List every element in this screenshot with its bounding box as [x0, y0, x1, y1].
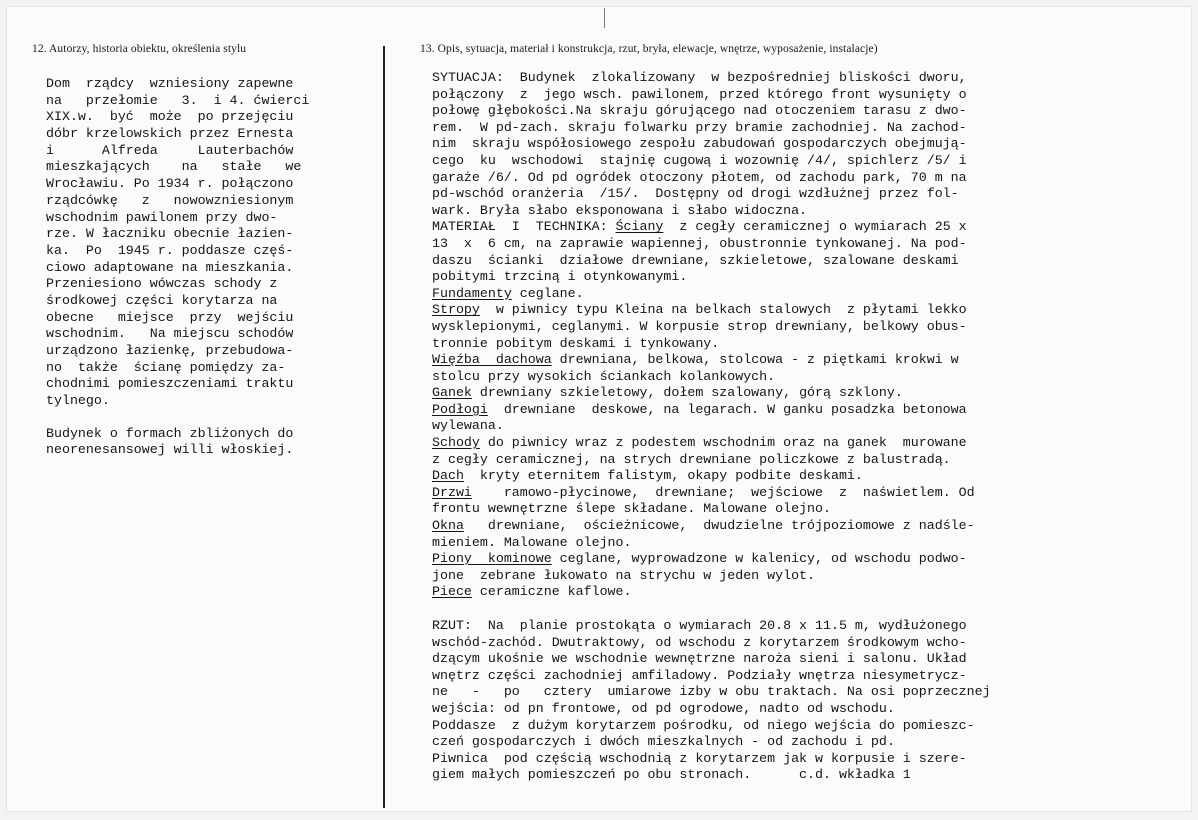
section-rzut [432, 618, 1097, 784]
paragraph-gap [46, 410, 356, 426]
line-text: 13 x 6 cm, na zaprawie wapiennej, obustronnie tynkowanej. Na pod- [432, 235, 967, 251]
text-line [432, 302, 1097, 319]
text-line [432, 551, 1097, 568]
line-text: drewniane, ościeżnicowe, dwudzielne trójpoziomowe z nadśle- [463, 518, 975, 534]
document-page [6, 6, 1192, 812]
text-line: środkowej części korytarza na [46, 292, 278, 308]
line-text: kryty eternitem falistym, okapy podbite deskami. [463, 468, 863, 484]
text-line: i Alfreda Lauterbachów [46, 142, 294, 158]
section-material-technika [432, 219, 1097, 601]
line-text: wylewana. [432, 418, 504, 434]
line-text: daszu ścianki działowe drewniane, szkieletowe, szalowane deskami [432, 252, 959, 268]
header-right: 13. Opis, sytuacja, materiał i konstrukcja, rzut, bryła, elewacje, wnętrze, wyposażenie, instalacje) [420, 43, 878, 55]
underlined-heading: Więźba dachowa [432, 352, 552, 368]
text-line: giem małych pomieszczeń po obu stronach. c.d. wkładka 1 [432, 767, 911, 783]
header-left: 12. Autorzy, historia obiektu, określenia stylu [32, 43, 247, 55]
underlined-heading: Fundamenty [432, 285, 512, 301]
underlined-heading: Podłogi [432, 401, 488, 417]
text-line: mieszkających na stałe we [46, 159, 302, 175]
line-text: wysklepionymi, ceglanymi. W korpusie strop drewniany, belkowy obus- [432, 318, 967, 334]
text-line [432, 535, 1097, 552]
text-line: Wrocławiu. Po 1934 r. połączono [46, 176, 294, 192]
text-line: obecne miejsce przy wejściu [46, 309, 294, 325]
line-text: MATERIAŁ I TECHNIKA: [432, 219, 616, 235]
text-line: neorenesansowej willi włoskiej. [46, 442, 294, 458]
left-paragraph-style [46, 426, 356, 459]
top-tick-mark [604, 8, 605, 28]
text-line: wejścia: od pn frontowe, od pd ogrodowe, nadto od wschodu. [432, 700, 895, 716]
text-line [432, 518, 1097, 535]
text-line [432, 319, 1097, 336]
text-line: Budynek o formach zbliżonych do [46, 425, 294, 441]
text-line: na przełomie 3. i 4. ćwierci [46, 92, 310, 108]
underlined-heading: Ściany [615, 219, 664, 235]
section-sytuacja [432, 70, 1097, 219]
text-line: RZUT: Na planie prostokąta o wymiarach 20.8 x 11.5 m, wydłużonego [432, 618, 967, 633]
text-line: wark. Bryła słabo eksponowana i słabo widoczna. [432, 202, 808, 218]
text-line: Przeniesiono wówczas schody z [46, 276, 278, 292]
section-gap [432, 601, 1097, 618]
text-line: dzącym ukośnie we wschodnie wewnętrzne naroża sieni i salonu. Układ [432, 651, 967, 667]
text-line [432, 435, 1097, 452]
text-line: XIX.w. być może po przejęciu [46, 109, 294, 125]
line-text: drewniane deskowe, na legarach. W ganku posadzka betonowa [487, 401, 967, 417]
text-line [432, 219, 1097, 236]
text-line: Dom rządcy wzniesiony zapewne [46, 76, 294, 91]
text-line: połowę głębokości.Na skraju górującego nad otoczeniem tarasu z dwo- [432, 103, 967, 119]
text-line: SYTUACJA: Budynek zlokalizowany w bezpośredniej bliskości dworu, [432, 70, 967, 85]
text-line [432, 269, 1097, 286]
text-line: ka. Po 1945 r. poddasze częś- [46, 242, 294, 258]
text-line [432, 501, 1097, 518]
left-column [46, 76, 356, 459]
text-line: rze. W łaczniku obecnie łazien- [46, 226, 294, 242]
line-text: do piwnicy wraz z podestem wschodnim oraz na ganek murowane [479, 435, 967, 451]
text-line: cego ku wschodowi stajnię cugową i wozownię /4/, spichlerz /5/ i [432, 152, 967, 168]
underlined-heading: Schody [432, 435, 480, 451]
text-line: garaże /6/. Od pd ogródek otoczony płotem, od zachodu park, 70 m na [432, 169, 967, 185]
text-line [432, 253, 1097, 270]
left-paragraph-history [46, 76, 356, 410]
text-line [432, 385, 1097, 402]
text-line: Piwnica pod częścią wschodnią z korytarzem jak w korpusie i szere- [432, 750, 967, 766]
text-line: urządzono łazienkę, przebudowa- [46, 343, 294, 358]
line-text: z cegły ceramicznej, na strych drewniane policzkowe z balustradą. [432, 451, 951, 467]
underlined-heading: Ganek [432, 385, 472, 401]
text-line: czeń gospodarczych i dwóch mieszkalnych - od zachodu i pd. [432, 734, 895, 750]
text-line [432, 568, 1097, 585]
line-text: drewniany szkieletowy, dołem szalowany, górą szklony. [471, 385, 903, 401]
line-text: ceglane, wyprowadzone w kalenicy, od wschodu podwo- [551, 551, 967, 567]
text-line: wnętrz części zachodniej amfiladowy. Podziały wnętrza niesymetrycz- [432, 667, 967, 683]
text-line: dóbr krzelowskich przez Ernesta [46, 126, 294, 142]
text-line: tylnego. [46, 393, 110, 409]
line-text: z cegły ceramicznej o wymiarach 25 x [663, 219, 967, 235]
line-text: drewniana, belkowa, stolcowa - z piętkami krokwi w [551, 352, 959, 368]
text-line: ciowo adaptowane na mieszkania. [46, 259, 294, 275]
underlined-heading: Dach [432, 468, 464, 484]
text-line [432, 352, 1097, 369]
text-line [432, 286, 1097, 303]
text-line: no także ścianę pomiędzy za- [46, 359, 286, 375]
underlined-heading: Okna [432, 518, 464, 534]
line-text: frontu wewnętrzne ślepe składane. Malowane olejno. [432, 501, 831, 517]
column-divider [383, 46, 385, 808]
text-line: rem. W pd-zach. skraju folwarku przy bramie zachodniej. Na zachod- [432, 119, 967, 135]
text-line: wschodnim pawilonem przy dwo- [46, 209, 278, 225]
line-text: tronnie pobitym deskami i tynkowany. [432, 335, 720, 351]
text-line [432, 336, 1097, 353]
text-line: chodnimi pomieszczeniami traktu [46, 376, 294, 392]
text-line [432, 369, 1097, 386]
text-line: wschód-zachód. Dwutraktowy, od wschodu z korytarzem środkowym wcho- [432, 634, 967, 650]
line-text: mieniem. Malowane olejno. [432, 534, 632, 550]
text-line [432, 584, 1097, 601]
underlined-heading: Drzwi [432, 484, 472, 500]
text-line: połączony z jego wsch. pawilonem, przed którego front wysunięty o [432, 86, 967, 102]
text-line [432, 452, 1097, 469]
line-text: jone zebrane łukowato na strychu w jeden wylot. [432, 567, 816, 583]
text-line [432, 468, 1097, 485]
text-line: pd-wschód oranżeria /15/. Dostępny od drogi wzdłużnej przez fol- [432, 186, 959, 202]
underlined-heading: Stropy [432, 302, 480, 318]
line-text: stolcu przy wysokich ściankach kolankowych. [432, 368, 776, 384]
line-text: w piwnicy typu Kleina na belkach stalowych z płytami lekko [479, 302, 967, 318]
underlined-heading: Piece [432, 584, 472, 600]
line-text: ramowo-płycinowe, drewniane; wejściowe z naświetlem. Od [471, 484, 975, 500]
text-line [432, 236, 1097, 253]
text-line: wschodnim. Na miejscu schodów [46, 326, 294, 342]
text-line: nim skraju współosiowego zespołu zabudowań gospodarczych obejmują- [432, 136, 967, 152]
text-line [432, 402, 1097, 419]
text-line [432, 485, 1097, 502]
line-text: ceramiczne kaflowe. [471, 584, 632, 600]
text-line: Poddasze z dużym korytarzem pośrodku, od niego wejścia do pomieszc- [432, 717, 975, 733]
line-text: ceglane. [511, 285, 584, 301]
right-column [432, 70, 1097, 784]
underlined-heading: Piony kominowe [432, 551, 552, 567]
line-text: pobitymi trzciną i otynkowanymi. [432, 269, 688, 285]
text-line [432, 418, 1097, 435]
text-line: rządcówkę z nowowzniesionym [46, 192, 294, 208]
text-line: ne - po cztery umiarowe izby w obu traktach. Na osi poprzecznej [432, 684, 991, 700]
